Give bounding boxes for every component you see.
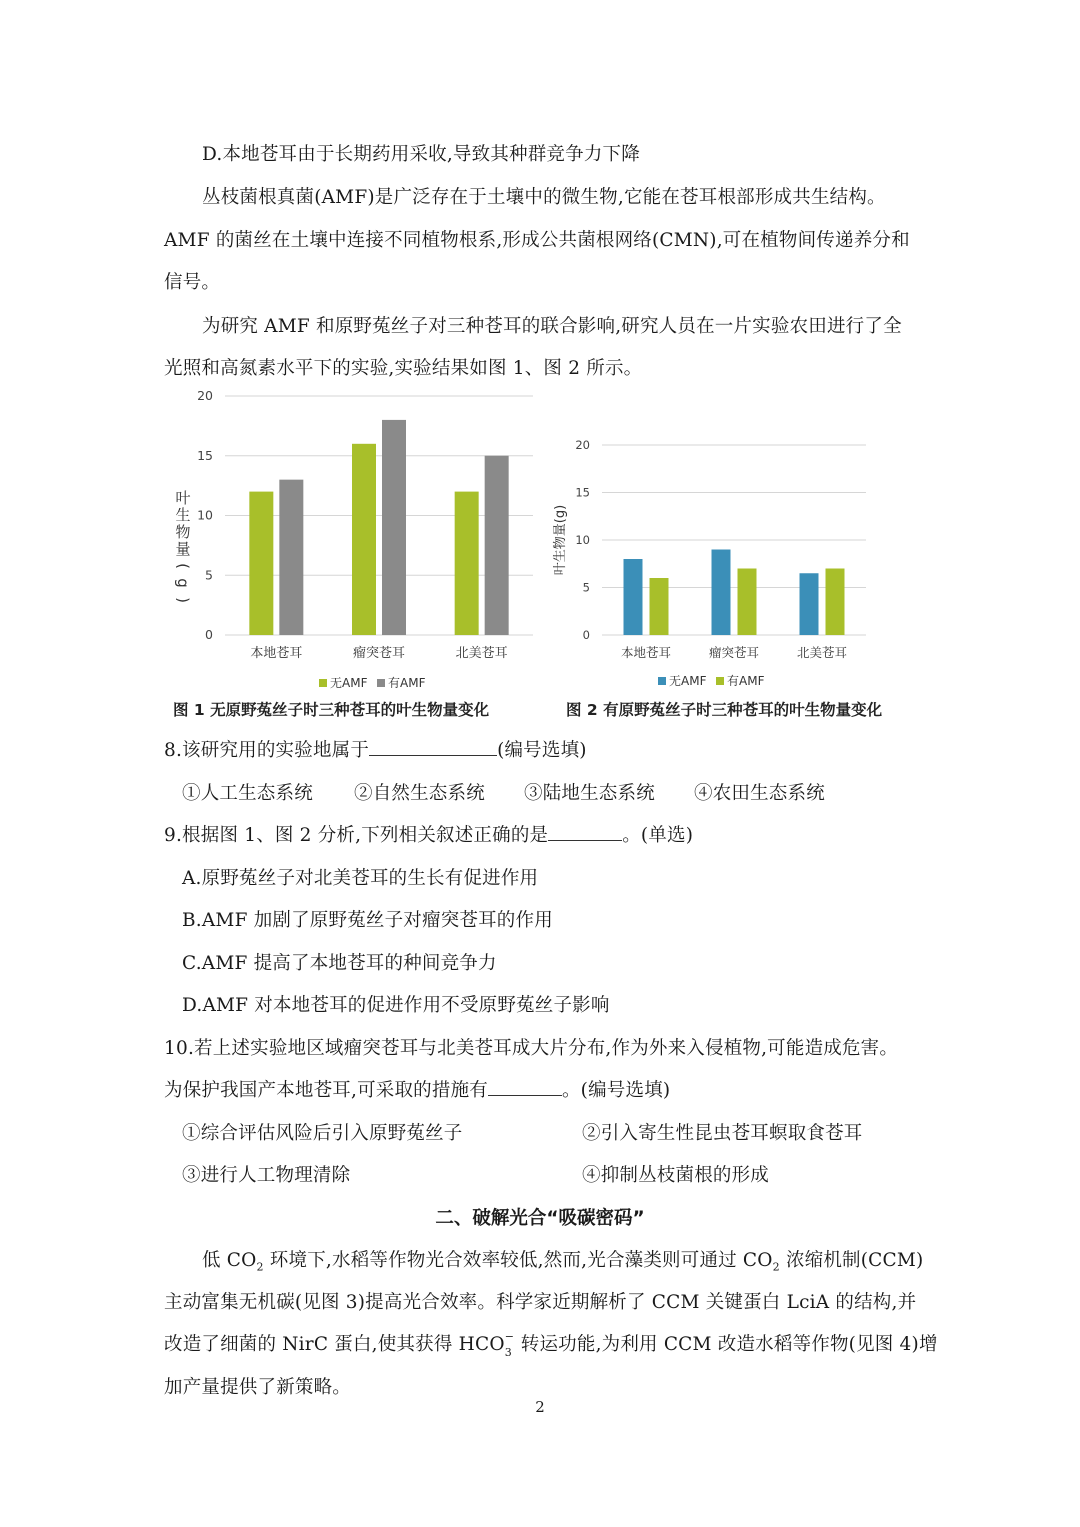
y-axis-label-char: 叶 [175, 489, 191, 507]
legend-swatch [658, 677, 666, 685]
paragraph-line: AMF 的菌丝在土壤中连接不同植物根系,形成公共菌根网络(CMN),可在植物间传递养分和 [164, 230, 910, 251]
q8-option: ①人工生态系统 [182, 783, 313, 804]
section-2-title: 二、破解光合“吸碳密码” [435, 1208, 645, 1229]
y-tick-label: 5 [205, 567, 213, 583]
q8-option: ②自然生态系统 [354, 783, 485, 804]
legend-label: 无AMF [669, 674, 707, 688]
q8-answer-blank[interactable] [369, 739, 497, 756]
q9-option-a: A.原野菟丝子对北美苍耳的生长有促进作用 [182, 868, 539, 889]
q9-option-c: C.AMF 提高了本地苍耳的种间竞争力 [182, 953, 497, 974]
bar-no-amf [352, 444, 376, 635]
text-run: 浓缩机制(CCM) [779, 1250, 924, 1271]
paragraph-line: 为研究 AMF 和原野菟丝子对三种苍耳的联合影响,研究人员在一片实验农田进行了全 [202, 316, 902, 337]
y-axis-label: 叶生物量(g) [553, 504, 568, 576]
text-run: 低 CO [202, 1250, 257, 1271]
q8-option: ③陆地生态系统 [524, 783, 655, 804]
y-axis-label-char: 物 [175, 523, 191, 541]
x-category-label: 北美苍耳 [455, 646, 508, 661]
q10-answer-blank[interactable] [488, 1079, 562, 1096]
q8-suffix: (编号选填) [497, 740, 587, 761]
y-axis-label-char: ) [174, 597, 192, 603]
option-d-text: D.本地苍耳由于长期药用采收,导致其种群竞争力下降 [202, 144, 640, 165]
q9-stem: 9.根据图 1、图 2 分析,下列相关叙述正确的是 [164, 825, 549, 846]
y-tick-label: 15 [575, 485, 590, 500]
y-tick-label: 0 [205, 627, 213, 642]
question-10-line1: 10.若上述实验地区域瘤突苍耳与北美苍耳成大片分布,作为外来入侵植物,可能造成危害。 [164, 1038, 899, 1059]
q10-option-2: ②引入寄生性昆虫苍耳螟取食苍耳 [582, 1123, 863, 1144]
q9-suffix: 。(单选) [622, 825, 694, 846]
figure-1-chart [165, 385, 550, 725]
subscript: 2 [772, 1260, 780, 1274]
section-2-paragraph-line: 主动富集无机碳(见图 3)提高光合效率。科学家近期解析了 CCM 关键蛋白 LciA 的结构,并 [164, 1292, 917, 1313]
legend-swatch [377, 679, 385, 687]
superscript: − [504, 1330, 515, 1343]
text-run: 环境下,水稻等作物光合效率较低,然而,光合藻类则可通过 CO [263, 1250, 773, 1271]
x-category-label: 瘤突苍耳 [708, 645, 760, 660]
bar-no-amf [455, 492, 479, 635]
q9-answer-blank[interactable] [548, 824, 622, 841]
q10-option-3: ③进行人工物理清除 [182, 1165, 351, 1186]
paragraph-line: 信号。 [164, 272, 221, 293]
q9-option-b: B.AMF 加剧了原野菟丝子对瘤突苍耳的作用 [182, 910, 553, 931]
bar-with-amf [485, 456, 509, 635]
q8-stem: 8.该研究用的实验地属于 [164, 740, 370, 761]
legend-label: 有AMF [388, 676, 426, 690]
figure-caption: 图 1 无原野菟丝子时三种苍耳的叶生物量变化 [173, 701, 490, 719]
q10-stem: 为保护我国产本地苍耳,可采取的措施有 [164, 1080, 488, 1101]
figure-2-chart [548, 385, 918, 725]
question-10-line2 [164, 1076, 670, 1102]
legend-label: 无AMF [330, 676, 368, 690]
legend-swatch [319, 679, 327, 687]
legend-label: 有AMF [727, 674, 765, 688]
y-tick-label: 10 [575, 533, 590, 547]
y-tick-label: 10 [197, 507, 213, 523]
bar-with-amf [279, 480, 303, 635]
text-run: 转运功能,为利用 CCM 改造水稻等作物(见图 4)增 [514, 1334, 938, 1355]
y-tick-label: 5 [582, 580, 590, 595]
bar-with-amf [650, 578, 669, 635]
figure-caption: 图 2 有原野菟丝子时三种苍耳的叶生物量变化 [566, 701, 883, 719]
y-tick-label: 0 [582, 628, 590, 642]
bar-no-amf [624, 559, 643, 635]
bar-with-amf [382, 420, 406, 635]
x-category-label: 本地苍耳 [620, 645, 672, 660]
q10-option-1: ①综合评估风险后引入原野菟丝子 [182, 1123, 463, 1144]
bar-no-amf [800, 573, 819, 635]
section-2-paragraph-line [202, 1246, 923, 1274]
section-2-paragraph-line [164, 1330, 938, 1359]
q10-option-4: ④抑制丛枝菌根的形成 [582, 1165, 770, 1186]
question-9 [164, 821, 693, 847]
q9-option-d: D.AMF 对本地苍耳的促进作用不受原野菟丝子影响 [182, 995, 610, 1016]
bar-no-amf [249, 492, 273, 635]
y-tick-label: 20 [575, 438, 590, 452]
y-tick-label: 15 [197, 447, 213, 463]
bar-no-amf [712, 550, 731, 636]
subscript: 2 [256, 1260, 264, 1274]
y-tick-label: 20 [197, 388, 213, 403]
paragraph-line: 丛枝菌根真菌(AMF)是广泛存在于土壤中的微生物,它能在苍耳根部形成共生结构。 [202, 187, 886, 208]
q8-options [182, 779, 825, 805]
x-category-label: 瘤突苍耳 [352, 646, 406, 661]
hco3-charge [504, 1330, 515, 1359]
subscript: 3 [504, 1346, 512, 1359]
y-axis-label-char: g [174, 578, 192, 588]
bar-with-amf [738, 569, 757, 636]
page-number: 2 [535, 1398, 545, 1416]
q8-option: ④农田生态系统 [694, 783, 825, 804]
y-axis-label-char: ( [174, 563, 192, 569]
section-2-paragraph-line: 加产量提供了新策略。 [164, 1377, 352, 1398]
text-run: 改造了细菌的 NirC 蛋白,使其获得 HCO [164, 1334, 505, 1355]
paragraph-line: 光照和高氮素水平下的实验,实验结果如图 1、图 2 所示。 [164, 358, 643, 379]
y-axis-label-char: 生 [175, 506, 191, 524]
question-8 [164, 736, 587, 762]
x-category-label: 北美苍耳 [796, 645, 848, 660]
legend-swatch [716, 677, 724, 685]
y-axis-label-char: 量 [175, 540, 191, 558]
bar-with-amf [826, 569, 845, 636]
x-category-label: 本地苍耳 [250, 646, 303, 661]
q10-suffix: 。(编号选填) [561, 1080, 671, 1101]
